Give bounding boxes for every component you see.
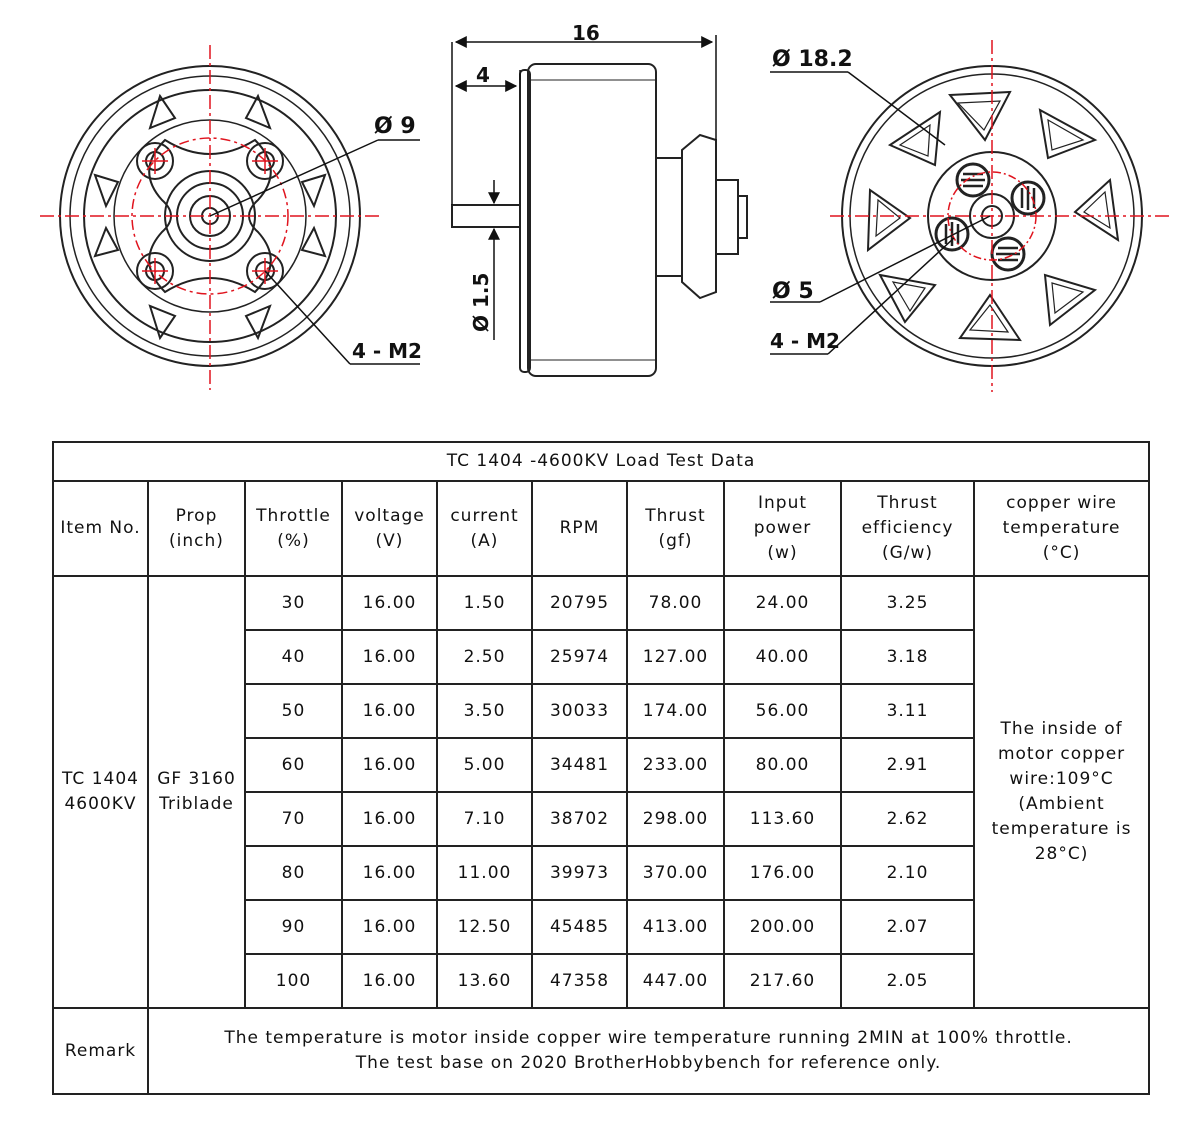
header-prop-line1: Prop bbox=[175, 505, 218, 526]
header-prop bbox=[148, 481, 245, 576]
header-rpm: RPM bbox=[532, 481, 627, 576]
cell-input-power: 24.00 bbox=[724, 576, 841, 630]
cell-thrust: 370.00 bbox=[627, 846, 724, 900]
header-throttle-line1: Throttle bbox=[256, 505, 331, 526]
header-current-line1: current bbox=[450, 505, 519, 526]
cell-thrust: 298.00 bbox=[627, 792, 724, 846]
front-screw-label: 4 - M2 bbox=[352, 339, 422, 363]
side-view bbox=[452, 64, 747, 376]
cell-input-power: 80.00 bbox=[724, 738, 841, 792]
cell-efficiency: 2.07 bbox=[841, 900, 974, 954]
front-hole-diameter-label: Ø 9 bbox=[374, 114, 416, 139]
prop-line1: GF 3160 bbox=[157, 769, 236, 789]
cell-current: 13.60 bbox=[437, 954, 532, 1008]
header-thrust-line1: Thrust bbox=[645, 505, 706, 526]
header-copper-line2: temperature bbox=[1002, 518, 1121, 538]
header-voltage bbox=[342, 481, 437, 576]
cell-throttle: 30 bbox=[245, 576, 342, 630]
rear-leaders bbox=[770, 72, 990, 354]
remark-line2: The test base on 2020 BrotherHobbybench for reference only. bbox=[355, 1053, 942, 1073]
header-thrust-efficiency bbox=[841, 481, 974, 576]
cell-current: 2.50 bbox=[437, 630, 532, 684]
cell-thrust: 78.00 bbox=[627, 576, 724, 630]
cell-efficiency: 2.62 bbox=[841, 792, 974, 846]
header-thrust-line2: (gf) bbox=[658, 530, 693, 551]
rear-outer-diameter-label: Ø 18.2 bbox=[772, 47, 853, 72]
cell-current: 7.10 bbox=[437, 792, 532, 846]
cell-input-power: 56.00 bbox=[724, 684, 841, 738]
front-leaders bbox=[210, 140, 420, 364]
cell-voltage: 16.00 bbox=[342, 846, 437, 900]
cell-voltage: 16.00 bbox=[342, 738, 437, 792]
temp-note-line6: 28°C) bbox=[1034, 844, 1089, 864]
header-efficiency-line2: efficiency bbox=[861, 518, 954, 538]
cell-rpm: 20795 bbox=[532, 576, 627, 630]
header-throttle bbox=[245, 481, 342, 576]
header-copper-line1: copper wire bbox=[1006, 493, 1117, 513]
header-throttle-line2: (%) bbox=[277, 530, 310, 551]
front-centerlines bbox=[40, 45, 380, 390]
cell-thrust: 233.00 bbox=[627, 738, 724, 792]
prop-line2: Triblade bbox=[159, 794, 234, 814]
temp-note-line4: (Ambient bbox=[1018, 794, 1105, 814]
cell-rpm: 45485 bbox=[532, 900, 627, 954]
cell-current: 3.50 bbox=[437, 684, 532, 738]
header-thrust bbox=[627, 481, 724, 576]
item-no-cell bbox=[53, 576, 148, 1008]
header-copper-line3: (°C) bbox=[1042, 543, 1081, 563]
cell-rpm: 30033 bbox=[532, 684, 627, 738]
cell-efficiency: 3.25 bbox=[841, 576, 974, 630]
prop-cell bbox=[148, 576, 245, 1008]
side-shaft-diameter-label: Ø 1.5 bbox=[469, 272, 493, 332]
cell-voltage: 16.00 bbox=[342, 576, 437, 630]
cell-voltage: 16.00 bbox=[342, 792, 437, 846]
cell-rpm: 38702 bbox=[532, 792, 627, 846]
remark-line1: The temperature is motor inside copper wire temperature running 2MIN at 100% throttle. bbox=[224, 1028, 1073, 1048]
header-input-power-line1: Input bbox=[757, 493, 808, 513]
header-row bbox=[53, 481, 1149, 576]
header-input-power-line3: (w) bbox=[767, 543, 798, 563]
cell-thrust: 413.00 bbox=[627, 900, 724, 954]
cell-current: 12.50 bbox=[437, 900, 532, 954]
cell-voltage: 16.00 bbox=[342, 630, 437, 684]
cell-throttle: 50 bbox=[245, 684, 342, 738]
cell-voltage: 16.00 bbox=[342, 900, 437, 954]
cell-efficiency: 2.05 bbox=[841, 954, 974, 1008]
cell-input-power: 40.00 bbox=[724, 630, 841, 684]
remark-text bbox=[148, 1008, 1149, 1094]
item-no-line2: 4600KV bbox=[64, 794, 137, 814]
header-efficiency-line3: (G/w) bbox=[881, 543, 934, 563]
cell-throttle: 90 bbox=[245, 900, 342, 954]
temp-note-line1: The inside of bbox=[1000, 719, 1123, 739]
motor-dimension-drawings bbox=[0, 0, 1200, 420]
cell-throttle: 100 bbox=[245, 954, 342, 1008]
cell-current: 1.50 bbox=[437, 576, 532, 630]
cell-input-power: 200.00 bbox=[724, 900, 841, 954]
cell-efficiency: 2.91 bbox=[841, 738, 974, 792]
temperature-note-cell bbox=[974, 576, 1149, 1008]
header-current bbox=[437, 481, 532, 576]
rear-screw-label: 4 - M2 bbox=[770, 329, 840, 353]
header-efficiency-line1: Thrust bbox=[877, 493, 938, 513]
table-title: TC 1404 -4600KV Load Test Data bbox=[53, 442, 1149, 481]
cell-current: 11.00 bbox=[437, 846, 532, 900]
side-length-label: 16 bbox=[572, 21, 600, 45]
header-item-no: Item No. bbox=[53, 481, 148, 576]
header-copper-temperature bbox=[974, 481, 1149, 576]
header-current-line2: (A) bbox=[470, 530, 499, 551]
header-voltage-line2: (V) bbox=[375, 530, 404, 551]
cell-efficiency: 3.11 bbox=[841, 684, 974, 738]
cell-throttle: 60 bbox=[245, 738, 342, 792]
header-voltage-line1: voltage bbox=[354, 505, 425, 526]
load-test-table bbox=[52, 441, 1150, 1095]
temp-note-line3: wire:109°C bbox=[1009, 769, 1114, 789]
cell-rpm: 39973 bbox=[532, 846, 627, 900]
cell-efficiency: 2.10 bbox=[841, 846, 974, 900]
cell-current: 5.00 bbox=[437, 738, 532, 792]
rear-center-diameter-label: Ø 5 bbox=[772, 279, 814, 304]
cell-input-power: 217.60 bbox=[724, 954, 841, 1008]
temp-note-line2: motor copper bbox=[997, 744, 1126, 764]
cell-efficiency: 3.18 bbox=[841, 630, 974, 684]
cell-thrust: 127.00 bbox=[627, 630, 724, 684]
cell-input-power: 176.00 bbox=[724, 846, 841, 900]
header-input-power bbox=[724, 481, 841, 576]
cell-throttle: 40 bbox=[245, 630, 342, 684]
cell-voltage: 16.00 bbox=[342, 954, 437, 1008]
cell-rpm: 34481 bbox=[532, 738, 627, 792]
item-no-line1: TC 1404 bbox=[62, 769, 139, 789]
side-shaft-length-label: 4 bbox=[476, 63, 490, 87]
cell-input-power: 113.60 bbox=[724, 792, 841, 846]
header-prop-line2: (inch) bbox=[169, 530, 224, 551]
cell-rpm: 47358 bbox=[532, 954, 627, 1008]
cell-throttle: 80 bbox=[245, 846, 342, 900]
temp-note-line5: temperature is bbox=[991, 819, 1132, 839]
cell-thrust: 447.00 bbox=[627, 954, 724, 1008]
cell-voltage: 16.00 bbox=[342, 684, 437, 738]
remark-row bbox=[53, 1008, 1149, 1094]
header-input-power-line2: power bbox=[753, 518, 812, 538]
cell-rpm: 25974 bbox=[532, 630, 627, 684]
cell-throttle: 70 bbox=[245, 792, 342, 846]
cell-thrust: 174.00 bbox=[627, 684, 724, 738]
remark-label: Remark bbox=[53, 1008, 148, 1094]
table-row bbox=[53, 576, 1149, 630]
